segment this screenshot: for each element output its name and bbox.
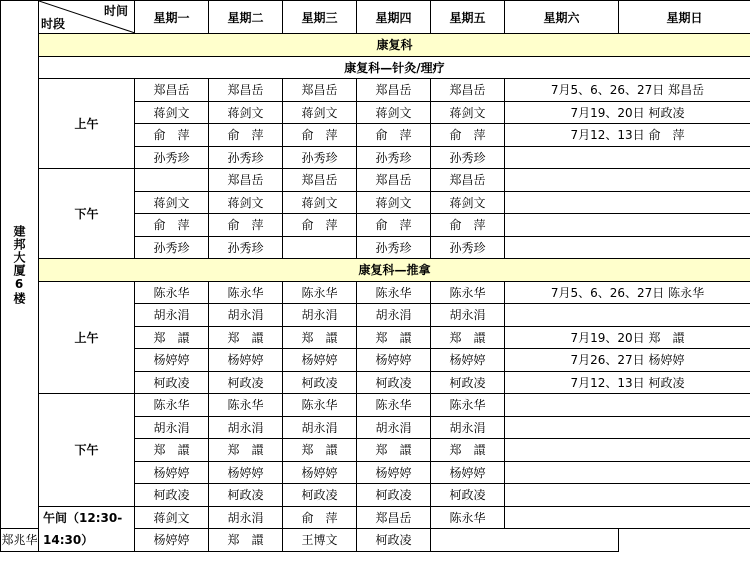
noon-label: 午间（12:30-14:30） [39, 506, 135, 551]
weekend-cell: 7月5、6、26、27日 郑昌岳 [505, 79, 750, 102]
weekend-cell: 7月12、13日 柯政凌 [505, 371, 750, 394]
staff-cell: 柯政凌 [283, 484, 357, 507]
staff-cell: 孙秀珍 [209, 146, 283, 169]
staff-cell: 郑 譞 [357, 326, 431, 349]
weekend-cell [505, 304, 750, 327]
staff-cell: 俞 萍 [283, 214, 357, 237]
corner-time-label: 时间 [103, 4, 128, 18]
staff-cell: 杨婷婷 [283, 349, 357, 372]
staff-cell: 陈永华 [283, 281, 357, 304]
staff-cell: 杨婷婷 [135, 349, 209, 372]
section-title: 康复科—针灸/理疗 [39, 56, 750, 79]
staff-cell: 杨婷婷 [431, 461, 505, 484]
staff-cell: 孙秀珍 [135, 236, 209, 259]
weekend-cell [505, 416, 750, 439]
staff-cell: 俞 萍 [135, 214, 209, 237]
staff-cell: 柯政凌 [209, 484, 283, 507]
weekend-cell: 7月26、27日 杨婷婷 [505, 349, 750, 372]
corner-period-label: 时段 [41, 17, 66, 31]
staff-cell: 孙秀珍 [431, 146, 505, 169]
staff-cell [283, 236, 357, 259]
staff-cell: 柯政凌 [135, 484, 209, 507]
staff-cell: 孙秀珍 [135, 146, 209, 169]
day-header: 星期一 [135, 1, 209, 34]
staff-cell: 郑昌岳 [135, 79, 209, 102]
staff-cell: 胡永涓 [283, 416, 357, 439]
weekend-cell [505, 146, 750, 169]
weekend-cell [505, 461, 750, 484]
staff-cell: 胡永涓 [357, 416, 431, 439]
weekend-cell [505, 214, 750, 237]
staff-cell: 蒋剑文 [283, 191, 357, 214]
weekend-cell: 7月19、20日 柯政凌 [505, 101, 750, 124]
staff-cell: 孙秀珍 [283, 146, 357, 169]
staff-cell: 陈永华 [283, 394, 357, 417]
day-header: 星期六 [505, 1, 619, 34]
staff-cell: 孙秀珍 [209, 236, 283, 259]
period-label: 上午 [39, 281, 135, 394]
day-header: 星期二 [209, 1, 283, 34]
staff-cell: 陈永华 [431, 394, 505, 417]
staff-cell: 郑 譞 [135, 439, 209, 462]
staff-cell: 陈永华 [135, 394, 209, 417]
weekend-cell [505, 506, 750, 529]
staff-cell: 蒋剑文 [357, 101, 431, 124]
staff-cell: 柯政凌 [283, 371, 357, 394]
staff-cell: 郑 譞 [135, 326, 209, 349]
staff-cell: 蒋剑文 [283, 101, 357, 124]
weekend-cell: 7月12、13日 俞 萍 [505, 124, 750, 147]
staff-cell: 孙秀珍 [357, 236, 431, 259]
staff-cell: 郑昌岳 [431, 169, 505, 192]
staff-cell: 郑 譞 [209, 326, 283, 349]
staff-cell: 杨婷婷 [135, 529, 209, 552]
weekend-cell [505, 191, 750, 214]
staff-cell: 陈永华 [135, 281, 209, 304]
staff-cell: 王博文 [283, 529, 357, 552]
staff-cell: 柯政凌 [431, 371, 505, 394]
staff-cell: 郑昌岳 [357, 506, 431, 529]
staff-cell: 孙秀珍 [431, 236, 505, 259]
staff-cell: 郑昌岳 [283, 169, 357, 192]
staff-cell: 杨婷婷 [431, 349, 505, 372]
staff-cell: 郑昌岳 [209, 169, 283, 192]
staff-cell: 胡永涓 [135, 416, 209, 439]
weekend-cell [505, 484, 750, 507]
period-label: 下午 [39, 169, 135, 259]
staff-cell: 俞 萍 [357, 214, 431, 237]
staff-cell: 郑昌岳 [357, 169, 431, 192]
staff-cell: 蒋剑文 [431, 101, 505, 124]
staff-cell: 杨婷婷 [135, 461, 209, 484]
staff-cell: 蒋剑文 [135, 191, 209, 214]
staff-cell: 胡永涓 [209, 416, 283, 439]
staff-cell: 郑 譞 [209, 529, 283, 552]
staff-cell: 郑兆华 [1, 529, 39, 552]
staff-cell: 郑 譞 [283, 439, 357, 462]
staff-cell: 郑 譞 [209, 439, 283, 462]
staff-cell: 郑昌岳 [431, 79, 505, 102]
period-label: 下午 [39, 394, 135, 507]
staff-cell: 俞 萍 [357, 124, 431, 147]
staff-cell: 郑 譞 [431, 326, 505, 349]
staff-cell: 胡永涓 [357, 304, 431, 327]
day-header: 星期日 [619, 1, 750, 34]
staff-cell: 胡永涓 [209, 304, 283, 327]
staff-cell: 陈永华 [357, 394, 431, 417]
staff-cell: 蒋剑文 [209, 191, 283, 214]
staff-cell: 俞 萍 [431, 214, 505, 237]
staff-cell: 陈永华 [431, 281, 505, 304]
staff-cell: 胡永涓 [135, 304, 209, 327]
staff-cell: 杨婷婷 [283, 461, 357, 484]
staff-cell: 郑昌岳 [283, 79, 357, 102]
staff-cell: 俞 萍 [283, 506, 357, 529]
staff-cell: 杨婷婷 [209, 461, 283, 484]
staff-cell: 郑 譞 [357, 439, 431, 462]
staff-cell: 柯政凌 [357, 371, 431, 394]
staff-cell: 柯政凌 [135, 371, 209, 394]
day-header: 星期五 [431, 1, 505, 34]
corner-header [39, 1, 135, 34]
staff-cell: 胡永涓 [431, 304, 505, 327]
building-label: 建邦大厦6楼 [1, 1, 39, 529]
staff-cell: 蒋剑文 [431, 191, 505, 214]
staff-cell: 蒋剑文 [209, 101, 283, 124]
staff-cell: 柯政凌 [357, 529, 431, 552]
day-header: 星期三 [283, 1, 357, 34]
staff-cell: 柯政凌 [209, 371, 283, 394]
staff-cell: 郑昌岳 [209, 79, 283, 102]
staff-cell: 郑 譞 [431, 439, 505, 462]
staff-cell: 陈永华 [209, 394, 283, 417]
staff-cell: 柯政凌 [357, 484, 431, 507]
staff-cell: 俞 萍 [283, 124, 357, 147]
staff-cell: 胡永涓 [431, 416, 505, 439]
staff-cell: 郑昌岳 [357, 79, 431, 102]
staff-cell: 陈永华 [357, 281, 431, 304]
weekend-cell: 7月5、6、26、27日 陈永华 [505, 281, 750, 304]
staff-cell: 俞 萍 [135, 124, 209, 147]
staff-cell: 郑 譞 [283, 326, 357, 349]
staff-cell: 柯政凌 [431, 484, 505, 507]
staff-cell: 杨婷婷 [357, 349, 431, 372]
staff-cell: 蒋剑文 [135, 506, 209, 529]
staff-cell: 胡永涓 [209, 506, 283, 529]
staff-cell: 杨婷婷 [209, 349, 283, 372]
weekend-cell [505, 439, 750, 462]
staff-cell: 俞 萍 [431, 124, 505, 147]
staff-cell: 俞 萍 [209, 124, 283, 147]
weekend-cell: 7月19、20日 郑 譞 [505, 326, 750, 349]
weekend-cell [505, 169, 750, 192]
staff-cell: 蒋剑文 [135, 101, 209, 124]
weekend-cell [505, 394, 750, 417]
department-title: 康复科 [39, 34, 750, 57]
section-title: 康复科—推拿 [39, 259, 750, 282]
period-label: 上午 [39, 79, 135, 169]
staff-cell: 胡永涓 [283, 304, 357, 327]
day-header: 星期四 [357, 1, 431, 34]
staff-cell: 陈永华 [209, 281, 283, 304]
staff-cell: 杨婷婷 [357, 461, 431, 484]
weekend-cell [431, 529, 619, 552]
staff-cell: 孙秀珍 [357, 146, 431, 169]
staff-cell [135, 169, 209, 192]
staff-cell: 俞 萍 [209, 214, 283, 237]
staff-cell: 陈永华 [431, 506, 505, 529]
staff-cell: 蒋剑文 [357, 191, 431, 214]
weekend-cell [505, 236, 750, 259]
